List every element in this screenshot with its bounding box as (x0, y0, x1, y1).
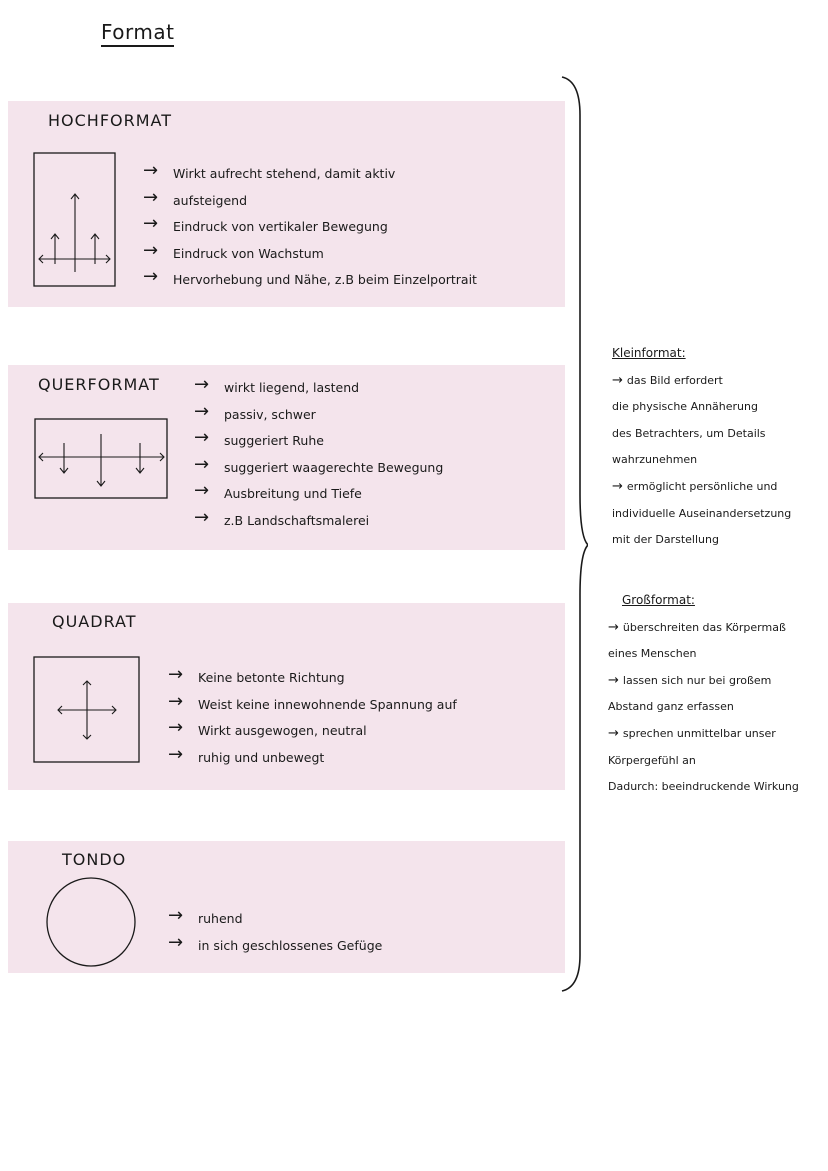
kleinformat-notes (612, 340, 826, 554)
note-line: individuelle Auseinandersetzung (612, 506, 792, 520)
curly-brace (558, 75, 588, 995)
square-format-icon (33, 656, 141, 764)
list-item: → passiv, schwer (194, 402, 443, 429)
list-item: → Keine betonte Richtung (168, 665, 457, 692)
list-item: → wirkt liegend, lastend (194, 375, 443, 402)
item-list (168, 665, 457, 771)
section-title: QUADRAT (52, 612, 137, 631)
item-list (168, 905, 382, 959)
note-line: Körpergefühl an (608, 753, 696, 767)
section-title: HOCHFORMAT (48, 111, 173, 130)
list-item: → Eindruck von Wachstum (143, 241, 477, 268)
list-item: → aufsteigend (143, 188, 477, 215)
landscape-format-icon (34, 418, 169, 500)
section-quadrat (8, 603, 565, 790)
list-item: → ruhend (168, 905, 382, 932)
kleinformat-heading: Kleinformat: (612, 346, 686, 360)
note-line: Dadurch: beeindruckende Wirkung (608, 780, 799, 794)
note-line: des Betrachters, um Details (612, 426, 766, 440)
list-item: → Hervorhebung und Nähe, z.B beim Einzelportrait (143, 267, 477, 294)
page-title: Format (101, 20, 174, 47)
item-list (143, 161, 477, 294)
list-item: → Weist keine innewohnende Spannung auf (168, 692, 457, 719)
list-item: → z.B Landschaftsmalerei (194, 508, 443, 535)
note-line: → überschreiten das Körpermaß (608, 615, 822, 642)
section-title: TONDO (62, 850, 127, 869)
list-item: → Eindruck von vertikaler Bewegung (143, 214, 477, 241)
list-item: → Wirkt ausgewogen, neutral (168, 718, 457, 745)
note-line: → das Bild erfordert (612, 368, 826, 395)
note-line: Abstand ganz erfassen (608, 700, 734, 714)
section-tondo (8, 841, 565, 973)
grossformat-notes (608, 587, 822, 801)
list-item: → suggeriert Ruhe (194, 428, 443, 455)
section-title: QUERFORMAT (38, 375, 160, 394)
note-line: → ermöglicht persönliche und (612, 474, 826, 501)
note-line: eines Menschen (608, 647, 697, 661)
note-line: die physische Annäherung (612, 400, 758, 414)
portrait-format-icon (33, 152, 117, 288)
list-item: → Ausbreitung und Tiefe (194, 481, 443, 508)
item-list (194, 375, 443, 535)
section-hochformat (8, 101, 565, 307)
note-line: wahrzunehmen (612, 453, 698, 467)
list-item: → ruhig und unbewegt (168, 745, 457, 772)
note-line: → sprechen unmittelbar unser (608, 721, 822, 748)
list-item: → Wirkt aufrecht stehend, damit aktiv (143, 161, 477, 188)
note-line: mit der Darstellung (612, 533, 719, 547)
grossformat-heading: Großformat: (622, 593, 695, 607)
list-item: → in sich geschlossenes Gefüge (168, 932, 382, 959)
list-item: → suggeriert waagerechte Bewegung (194, 455, 443, 482)
section-querformat (8, 365, 565, 550)
note-line: → lassen sich nur bei großem (608, 668, 822, 695)
round-format-icon (45, 876, 137, 968)
